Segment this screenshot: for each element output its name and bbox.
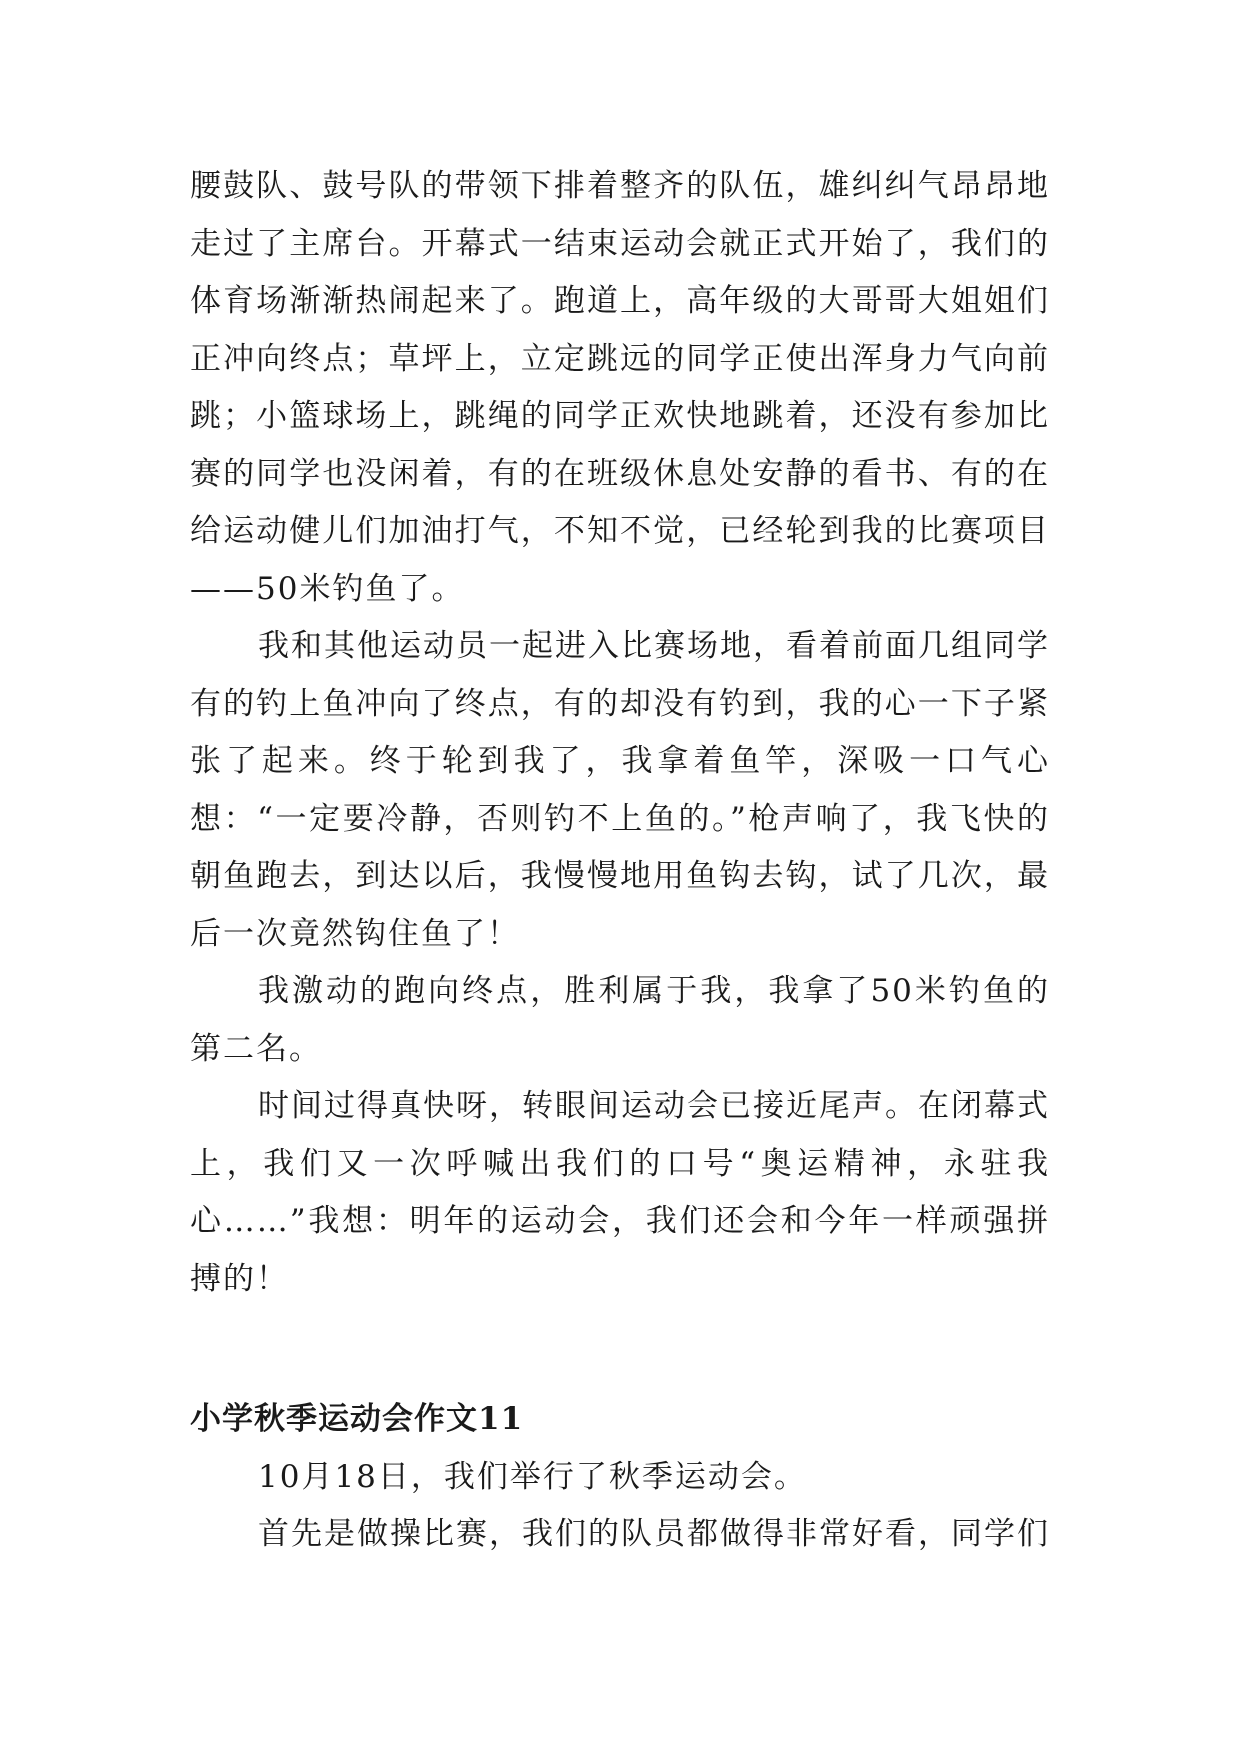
paragraph-opening-ceremony: 腰鼓队、鼓号队的带领下排着整齐的队伍，雄纠纠气昂昂地走过了主席台。开幕式一结束运动会就正式开始了，我们的体育场渐渐热闹起来了。跑道上，高年级的大哥哥大姐姐们正冲向终点；草坪上，立定跳远的同学正使出浑身力气向前跳；小篮球场上，跳绳的同学正欢快地跳着，还没有参加比赛的同学也没闲着，有的在班级休息处安静的看书、有的在给运动健儿们加油打气，不知不觉，已经轮到我的比赛项目——50米钓鱼了。	[190, 168, 1050, 607]
paragraph-second-place: 我激动的跑向终点，胜利属于我，我拿了50米钓鱼的第二名。	[190, 973, 1050, 1067]
article-body-continued	[190, 158, 1050, 1308]
paragraph-exercise-contest: 首先是做操比赛，我们的队员都做得非常好看，同学们	[258, 1516, 1050, 1552]
section-title: 小学秋季运动会作文11	[190, 1401, 524, 1437]
paragraph-closing-ceremony: 时间过得真快呀，转眼间运动会已接近尾声。在闭幕式上，我们又一次呼喊出我们的口号“奥运精神，永驻我心……”我想：明年的运动会，我们还会和今年一样顽强拼搏的！	[190, 1088, 1050, 1297]
paragraph-fishing-race: 我和其他运动员一起进入比赛场地，看着前面几组同学有的钓上鱼冲向了终点，有的却没有钓到，我的心一下子紧张了起来。终于轮到我了，我拿着鱼竿，深吸一口气心想：“一定要冷静，否则钓不上鱼的。”枪声响了，我飞快的朝鱼跑去，到达以后，我慢慢地用鱼钩去钩，试了几次，最后一次竟然钩住鱼了！	[190, 628, 1050, 952]
next-article	[190, 1391, 1050, 1564]
paragraph-date-intro: 10月18日，我们举行了秋季运动会。	[258, 1458, 807, 1495]
